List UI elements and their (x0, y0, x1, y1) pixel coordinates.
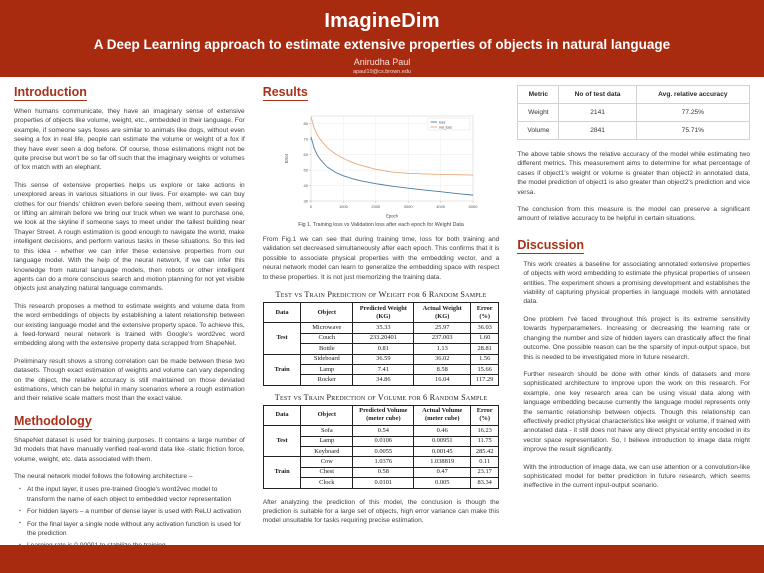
author-name: Anirudha Paul (353, 57, 411, 67)
table-cell: 0.005 (414, 478, 471, 488)
column-header: Error (%) (471, 405, 499, 425)
table-cell: Lamp (301, 365, 353, 375)
weight-prediction-table (263, 302, 500, 386)
table-cell: 28.81 (471, 344, 499, 354)
y-tick-label: 50 (303, 167, 309, 173)
table-cell: 1.56 (471, 354, 499, 364)
table-header-row (518, 86, 750, 104)
table-cell: 16.04 (414, 375, 471, 385)
x-tick-label: 1000 (338, 204, 348, 209)
table-row (518, 122, 750, 140)
column-header: Error (%) (471, 303, 499, 323)
results-closing-paragraph: After analyzing the prediction of this model, the conclusion is though the prediction is suitable for a large set of objects, high error variance can make this model unsuitable for tasks requiring precise estimation. (262, 498, 500, 525)
loss-vs-val-loss-chart (281, 109, 481, 221)
column-left (6, 83, 251, 545)
table-cell: 1.038819 (414, 457, 471, 467)
figure-caption: Fig 1. Training loss vs Validation loss after each epoch for Weight Data (298, 222, 464, 228)
y-tick-label: 80 (303, 121, 309, 127)
table-cell: 1.60 (471, 333, 499, 343)
x-tick-label: 5000 (468, 204, 478, 209)
poster-footer (0, 545, 764, 573)
table-cell: 83.34 (471, 478, 499, 488)
x-tick-label: 2000 (371, 204, 381, 209)
table-row (263, 457, 499, 467)
x-tick-label: 4000 (436, 204, 446, 209)
column-header: Actual Weight (KG) (414, 303, 471, 323)
table-cell: Keyboard (301, 446, 353, 456)
row-group-label: Test (263, 426, 301, 457)
table-cell: 233.20401 (353, 333, 414, 343)
weight-table-title: Test vs Train Prediction of Weight for 6 Random Sample (275, 290, 487, 300)
volume-prediction-table (263, 405, 500, 489)
column-header: Data (263, 303, 301, 323)
row-group-label: Train (263, 354, 301, 385)
table-cell: Sideboard (301, 354, 353, 364)
column-header: No of test data (559, 86, 636, 104)
table-cell: 2141 (559, 104, 636, 122)
table-cell: Chest (301, 467, 353, 477)
table-cell: 0.00145 (414, 446, 471, 456)
table-cell: 77.25% (636, 104, 749, 122)
discussion-paragraph-4: With the introduction of image data, we can use attention or a convolution-like sophisticated model for better prediction in future research, which seems ineffective in the current input-output scenario. (523, 463, 750, 490)
table-cell: 35.33 (353, 323, 414, 333)
poster-header (0, 0, 764, 77)
list-item: ▪ For the final layer a single node without any activation function is used for the prediction (27, 520, 245, 539)
y-tick-label: 40 (303, 183, 309, 189)
table-row (263, 323, 499, 333)
table-header-row (263, 405, 499, 425)
methodology-paragraph-1: ShapeNet dataset is used for training purposes. It contains a large number of 3d models that have manually verified real-world data like -static friction force, volume, weight, etc. data associated with them. (14, 436, 245, 463)
table-cell: 75.71% (636, 122, 749, 140)
table-cell: 0.46 (414, 426, 471, 436)
column-middle (259, 83, 504, 545)
page-title: ImagineDim (324, 10, 440, 32)
poster-subtitle: A Deep Learning approach to estimate extensive properties of objects in natural language (93, 37, 671, 52)
table-cell: 1.13 (414, 344, 471, 354)
table-cell: 7.41 (353, 365, 414, 375)
column-header: Data (263, 405, 301, 425)
table-cell: 16.23 (471, 426, 499, 436)
poster-columns (0, 77, 764, 545)
intro-paragraph-2: This sense of extensive properties helps us explore or take actions in unexplored areas in various situations in our lives. For example- we can buy clothes for our friends' children even before seeing them, without even seeing or lifting an almirah before we bring our truck when we want to purchase one, we look at the skyline if someone says to meet under the tallest building near Thayer Street. A rough estimation is good enough to navigate the world, make intelligent decisions, and perform various tasks in these situations. So this led to this idea - whether we can infer these extensive properties from our language model. With the help of the neural network, if we can infer this knowledge from natural language models, then robots or other intelligent agents can do a more conscious search and motion planning for not yet visible objects just analyzing natural language commands. (14, 181, 245, 293)
table-cell: 237.003 (414, 333, 471, 343)
table-cell: 36.59 (353, 354, 414, 364)
table-header-row (263, 303, 499, 323)
intro-paragraph-3: This research proposes a method to estimate weights and volume data from the word embeddings of objects by establishing a latent relationship between our existing language model and the extensive property space. To achieve this, a feed-forward neural network is trained with Google's word2vec word embedding along with the extensive property data scrapped from ShapeNet. (14, 302, 245, 348)
y-axis-label: Error (284, 153, 290, 164)
list-item: ▪ At the input layer, it uses pre-trained Google's word2vec model to transform the name of each object to embedded vector representation (27, 485, 245, 504)
table-cell: 0.0106 (353, 436, 414, 446)
y-tick-label: 60 (303, 152, 309, 158)
table-cell: Couch (301, 333, 353, 343)
y-tick-label: 30 (303, 198, 309, 204)
training-loss-figure (263, 109, 500, 229)
table-cell: 11.75 (471, 436, 499, 446)
x-tick-label: 3000 (403, 204, 413, 209)
table-cell: 285.42 (471, 446, 499, 456)
table-row (518, 104, 750, 122)
x-tick-label: 0 (309, 204, 313, 209)
table-cell: 0.00951 (414, 436, 471, 446)
table-cell: 1.0376 (353, 457, 414, 467)
table-cell: 23.17 (471, 467, 499, 477)
table-cell: 0.11 (471, 457, 499, 467)
table-cell: 8.58 (414, 365, 471, 375)
table-cell: Bottle (301, 344, 353, 354)
table-cell: 117.29 (471, 375, 499, 385)
column-header: Metric (518, 86, 559, 104)
row-group-label: Train (263, 457, 301, 488)
methodology-bullet-list (14, 485, 245, 550)
legend-label-loss: loss (439, 120, 446, 125)
table-cell: 0.0055 (353, 446, 414, 456)
table-cell: 25.97 (414, 323, 471, 333)
table-cell: 2841 (559, 122, 636, 140)
column-header: Predicted Weight (KG) (353, 303, 414, 323)
section-heading-methodology: Methodology (14, 413, 92, 428)
table-row (263, 354, 499, 364)
column-header: Object (301, 405, 353, 425)
table-cell: Cow (301, 457, 353, 467)
section-heading-introduction: Introduction (14, 85, 87, 99)
intro-paragraph-1: When humans communicate, they have an imaginary sense of extensive properties of objects like volume, weight, etc., embedded in their language. For example, if someone says foxes are similar to animals like dogs, without even seeing a fox in real life, people can estimate the volume or weight of a fox if they have ever seen a dog before. Of course, those estimations might not be quite precise but won't be so far off such that the imaginary weights or volumes of fox match with an elephant. (14, 108, 245, 172)
discussion-paragraph-2: One problem I've faced throughout this project is its extreme sensitivity towards hyperparameters. Increasing or decreasing the learning rate or changing the number and size of hidden layers can drastically affect the final outcome. One possible reason can be the sparsity of input-output space, but this is needed to be investigated more in future research. (523, 315, 750, 361)
column-header: Object (301, 303, 353, 323)
table-row (263, 426, 499, 436)
table-cell: Volume (518, 122, 559, 140)
table-cell: Weight (518, 104, 559, 122)
section-heading-discussion: Discussion (517, 237, 585, 252)
table-cell: 0.81 (353, 344, 414, 354)
table-cell: 0.47 (414, 467, 471, 477)
y-tick-label: 70 (303, 136, 309, 142)
relative-accuracy-table (517, 85, 750, 140)
table-cell: 36.02 (414, 354, 471, 364)
section-heading-results: Results (262, 85, 308, 99)
column-right (511, 83, 758, 545)
table-cell: Sofa (301, 426, 353, 436)
discussion-paragraph-3: Further research should be done with other kinds of datasets and more sophisticated architecture to improve upon the work on this research. For example, one key research area can be using visual data along with language embedding because currently the language model represents only the semantic relationship between objects. Though this relationship can effectively predict physical characteristics like weight or volume, if trained with annotated data - it still does not have any direct physical entity encoded in its vector space representation. So, I believe introduction to image data might improve the result significantly. (523, 370, 750, 454)
author-email: apaul19@cs.brown.edu (353, 69, 411, 75)
row-group-label: Test (263, 323, 301, 354)
methodology-paragraph-2: The neural network model follows the following architecture – (14, 473, 193, 480)
column-header: Predicted Volume (meter cube) (353, 405, 414, 425)
table-cell: 0.58 (353, 467, 414, 477)
results-paragraph: From Fig.1 we can see that during training time, loss for both training and validation set decreased simultaneously after each epoch. This confirms that it is possible to associate physical properties with the embedding vector, and a neural network model can learn to generalize the embedding space with respect to these properties. It is not just memorizing the training data. (262, 236, 500, 281)
table-cell: 15.66 (471, 365, 499, 375)
list-item: ▪ For hidden layers – a number of dense layer is used with ReLU activation (27, 507, 245, 516)
metrics-paragraph-2: The conclusion from this measure is the model can preserve a significant amount of relative accuracy to be helpful in certain situations. (517, 206, 750, 223)
metrics-paragraph-1: The above table shows the relative accuracy of the model while estimating two different metrics. This measurement aims to determine for what percentage of cases if object1's weight or volume is greater than object2 in annotated data, the model prediction of object1 is also greater than object2's prediction and vice versa. (517, 151, 750, 196)
table-cell: Rocker (301, 375, 353, 385)
table-cell: 34.86 (353, 375, 414, 385)
table-cell: 0.0101 (353, 478, 414, 488)
table-cell: 0.54 (353, 426, 414, 436)
table-cell: Clock (301, 478, 353, 488)
legend-label-val_loss: val_loss (439, 125, 452, 130)
column-header: Actual Volume (meter cube) (414, 405, 471, 425)
column-header: Avg. relative accuracy (636, 86, 749, 104)
table-cell: Lamp (301, 436, 353, 446)
volume-table-title: Test vs Train Prediction of Volume for 6 Random Sample (274, 392, 488, 402)
discussion-paragraph-1: This work creates a baseline for associating annotated extensive properties of objects with word embedding to estimate the physical properties of unseen entities. The experiment shows a promising development and establishes the viability of capturing physical properties in language models with annotated data. (523, 260, 750, 306)
table-cell: 36.03 (471, 323, 499, 333)
table-cell: Microwave (301, 323, 353, 333)
intro-paragraph-4: Preliminary result shows a strong correlation can be made between these two datasets. Though exact estimation of weights and volume can vary depending on the object, the relative accuracy is still maintained on those deviated estimations, which can be helpful in many scenarios where a rough estimation and their relative scale matters most than the exact value. (14, 357, 245, 403)
x-axis-label: Epoch (386, 213, 398, 219)
